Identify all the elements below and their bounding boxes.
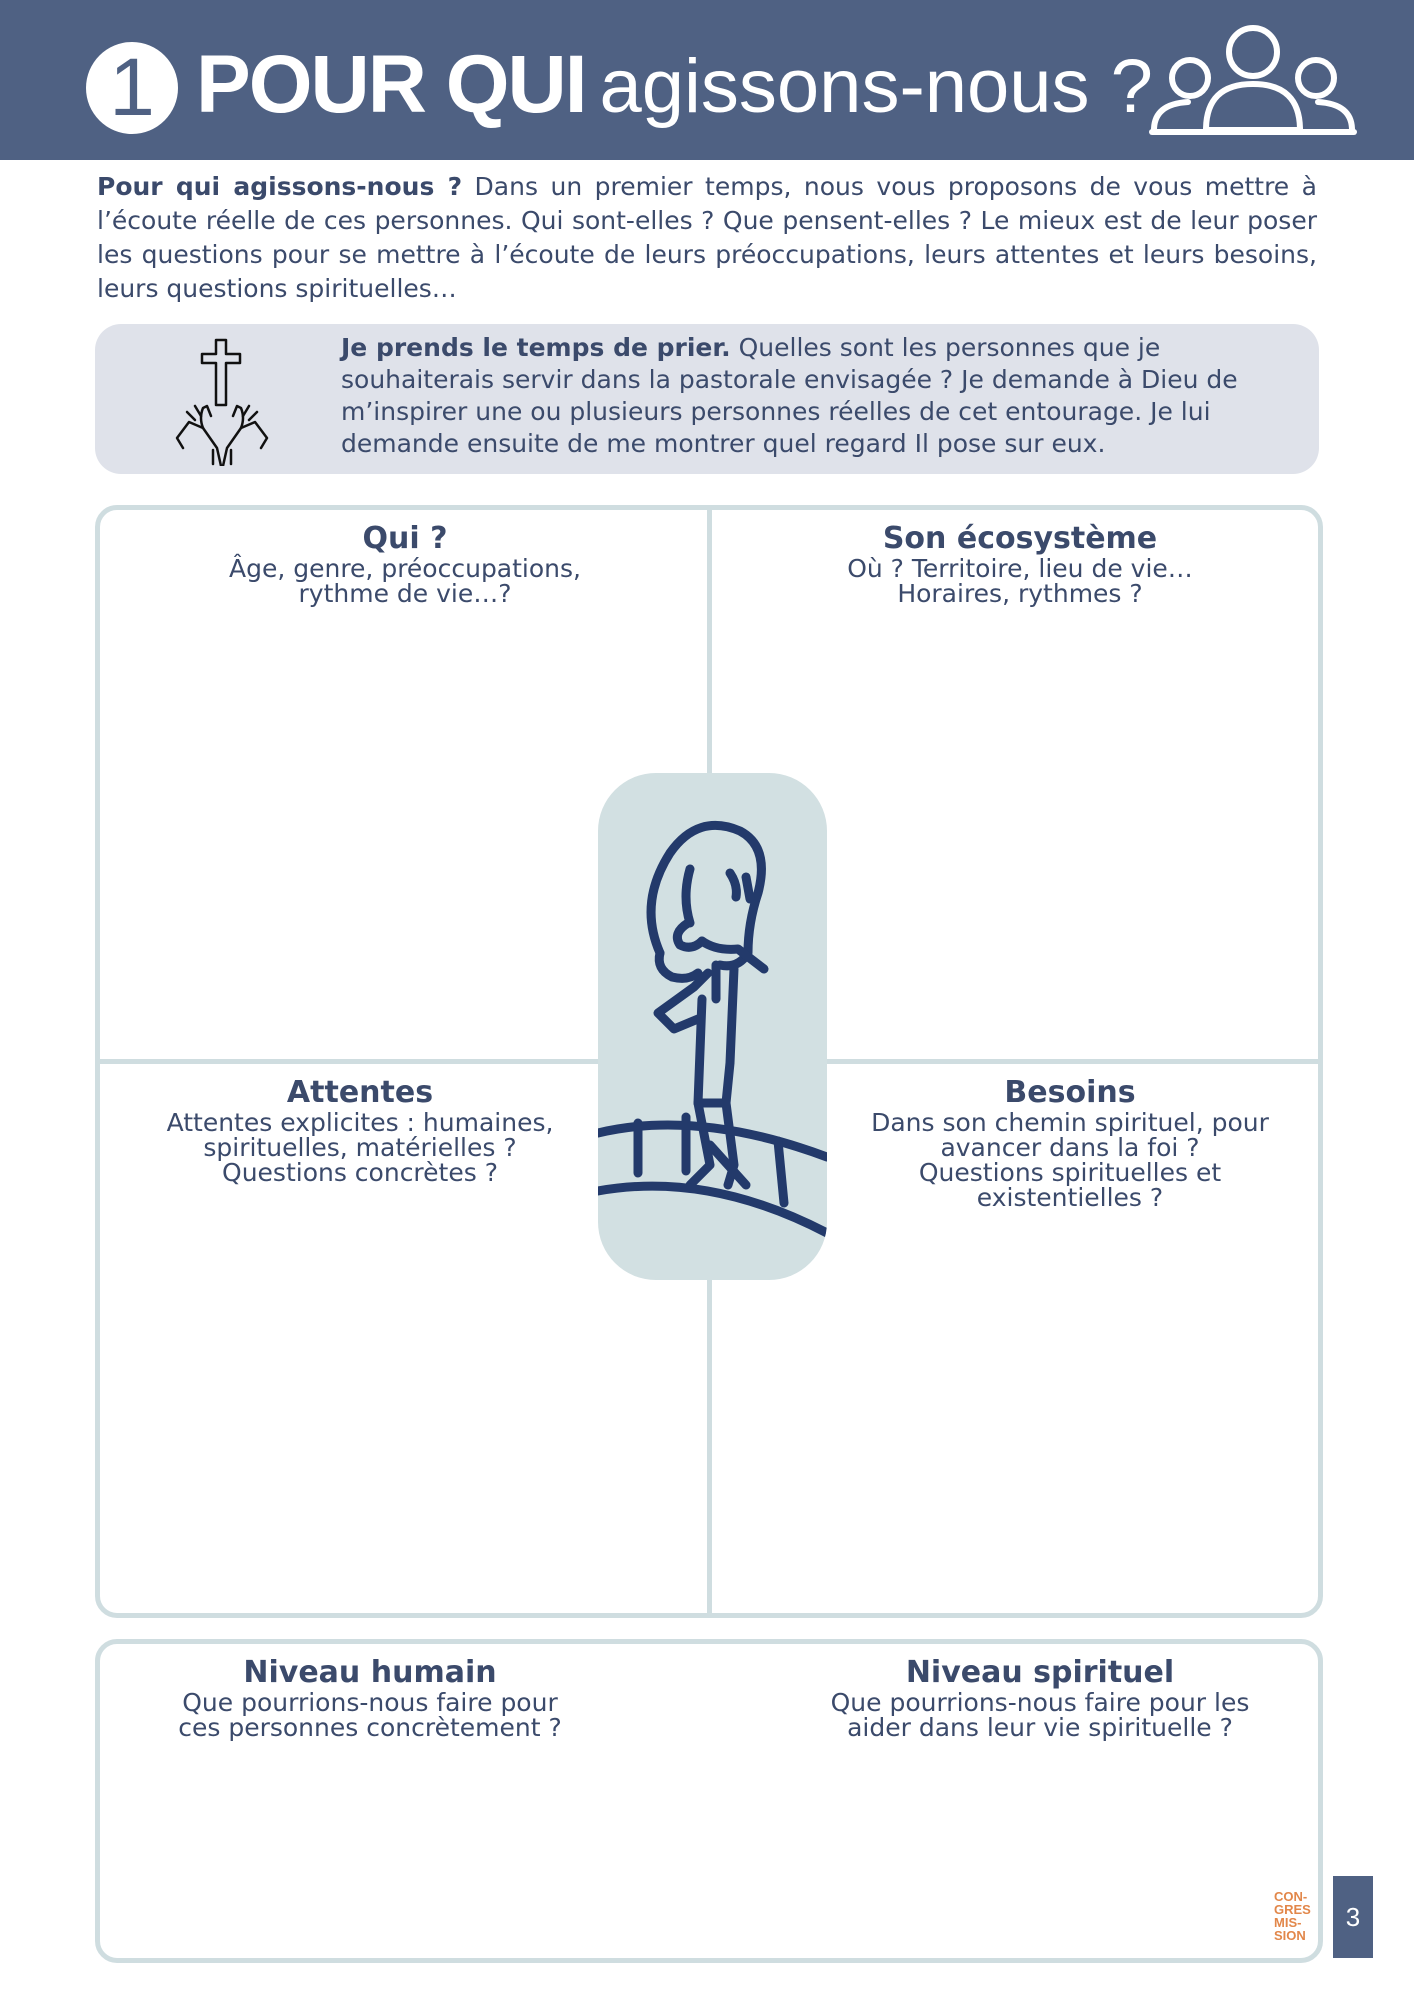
- page-title-bold: POUR QUI: [196, 39, 586, 130]
- intro-text: Dans un premier temps, nous vous proposons de vous mettre à l’écoute réelle de ces personnes. Qui sont-elles ? Que pensent-elles ? Le mieux est de leur poser les questions pour se mettre à l’écoute de leurs préoccupations, leurs attentes et leurs besoins, leurs questions spirituelles…: [97, 172, 1317, 303]
- page-header: [0, 0, 1414, 160]
- level-humain: [140, 1656, 600, 1740]
- page-title: [196, 30, 1153, 140]
- cell-ecosysteme-title: Son écosystème: [882, 521, 1158, 556]
- prayer-body: Quelles sont les personnes que je souhaiterais servir dans la pastorale envisagée ? Je demande à Dieu de m’inspirer une ou plusieurs personnes réelles de cet entourage. Je lui demande ensuite de me montrer quel regard Il pose sur eux.: [341, 333, 1238, 458]
- cell-qui: [120, 522, 690, 606]
- congres-mission-logo: [1274, 1890, 1314, 1942]
- center-illustration: [598, 773, 827, 1280]
- cell-qui-sub: Âge, genre, préoccupations, rythme de vie…?: [228, 554, 581, 608]
- cell-besoins-title: Besoins: [1004, 1075, 1136, 1110]
- cell-besoins: [840, 1076, 1300, 1210]
- logo-line: GRES: [1274, 1902, 1311, 1917]
- cell-ecosysteme: [760, 522, 1280, 606]
- person-on-bridge-icon: [598, 773, 827, 1280]
- level-spirituel: [820, 1656, 1260, 1740]
- cell-besoins-sub: Dans son chemin spirituel, pour avancer dans la foi ? Questions spirituelles et existentielles ?: [871, 1108, 1269, 1212]
- logo-line: CON-: [1274, 1889, 1308, 1904]
- section-number: 1: [86, 42, 178, 134]
- cell-ecosysteme-sub: Où ? Territoire, lieu de vie… Horaires, rythmes ?: [847, 554, 1193, 608]
- prayer-lead: Je prends le temps de prier.: [341, 333, 731, 362]
- cell-attentes-sub: Attentes explicites : humaines, spirituelles, matérielles ? Questions concrètes ?: [166, 1108, 554, 1187]
- logo-line: SION: [1274, 1928, 1306, 1943]
- levels-box: [95, 1639, 1323, 1963]
- page-number: 3: [1333, 1876, 1373, 1958]
- cell-attentes: [120, 1076, 600, 1185]
- prayer-text: [341, 332, 1301, 460]
- cross-hands-icon: [173, 336, 271, 466]
- prayer-box: [95, 324, 1319, 474]
- page-title-light: agissons-nous ?: [599, 44, 1153, 129]
- level-spirituel-title: Niveau spirituel: [905, 1655, 1175, 1690]
- level-humain-sub: Que pourrions-nous faire pour ces personnes concrètement ?: [178, 1688, 562, 1742]
- level-humain-title: Niveau humain: [243, 1655, 497, 1690]
- cell-attentes-title: Attentes: [286, 1075, 434, 1110]
- people-group-icon: [1148, 22, 1358, 140]
- intro-lead: Pour qui agissons-nous ?: [97, 172, 463, 201]
- level-spirituel-sub: Que pourrions-nous faire pour les aider dans leur vie spirituelle ?: [830, 1688, 1250, 1742]
- intro-paragraph: [97, 170, 1317, 306]
- cell-qui-title: Qui ?: [362, 521, 448, 556]
- logo-line: MIS-: [1274, 1915, 1302, 1930]
